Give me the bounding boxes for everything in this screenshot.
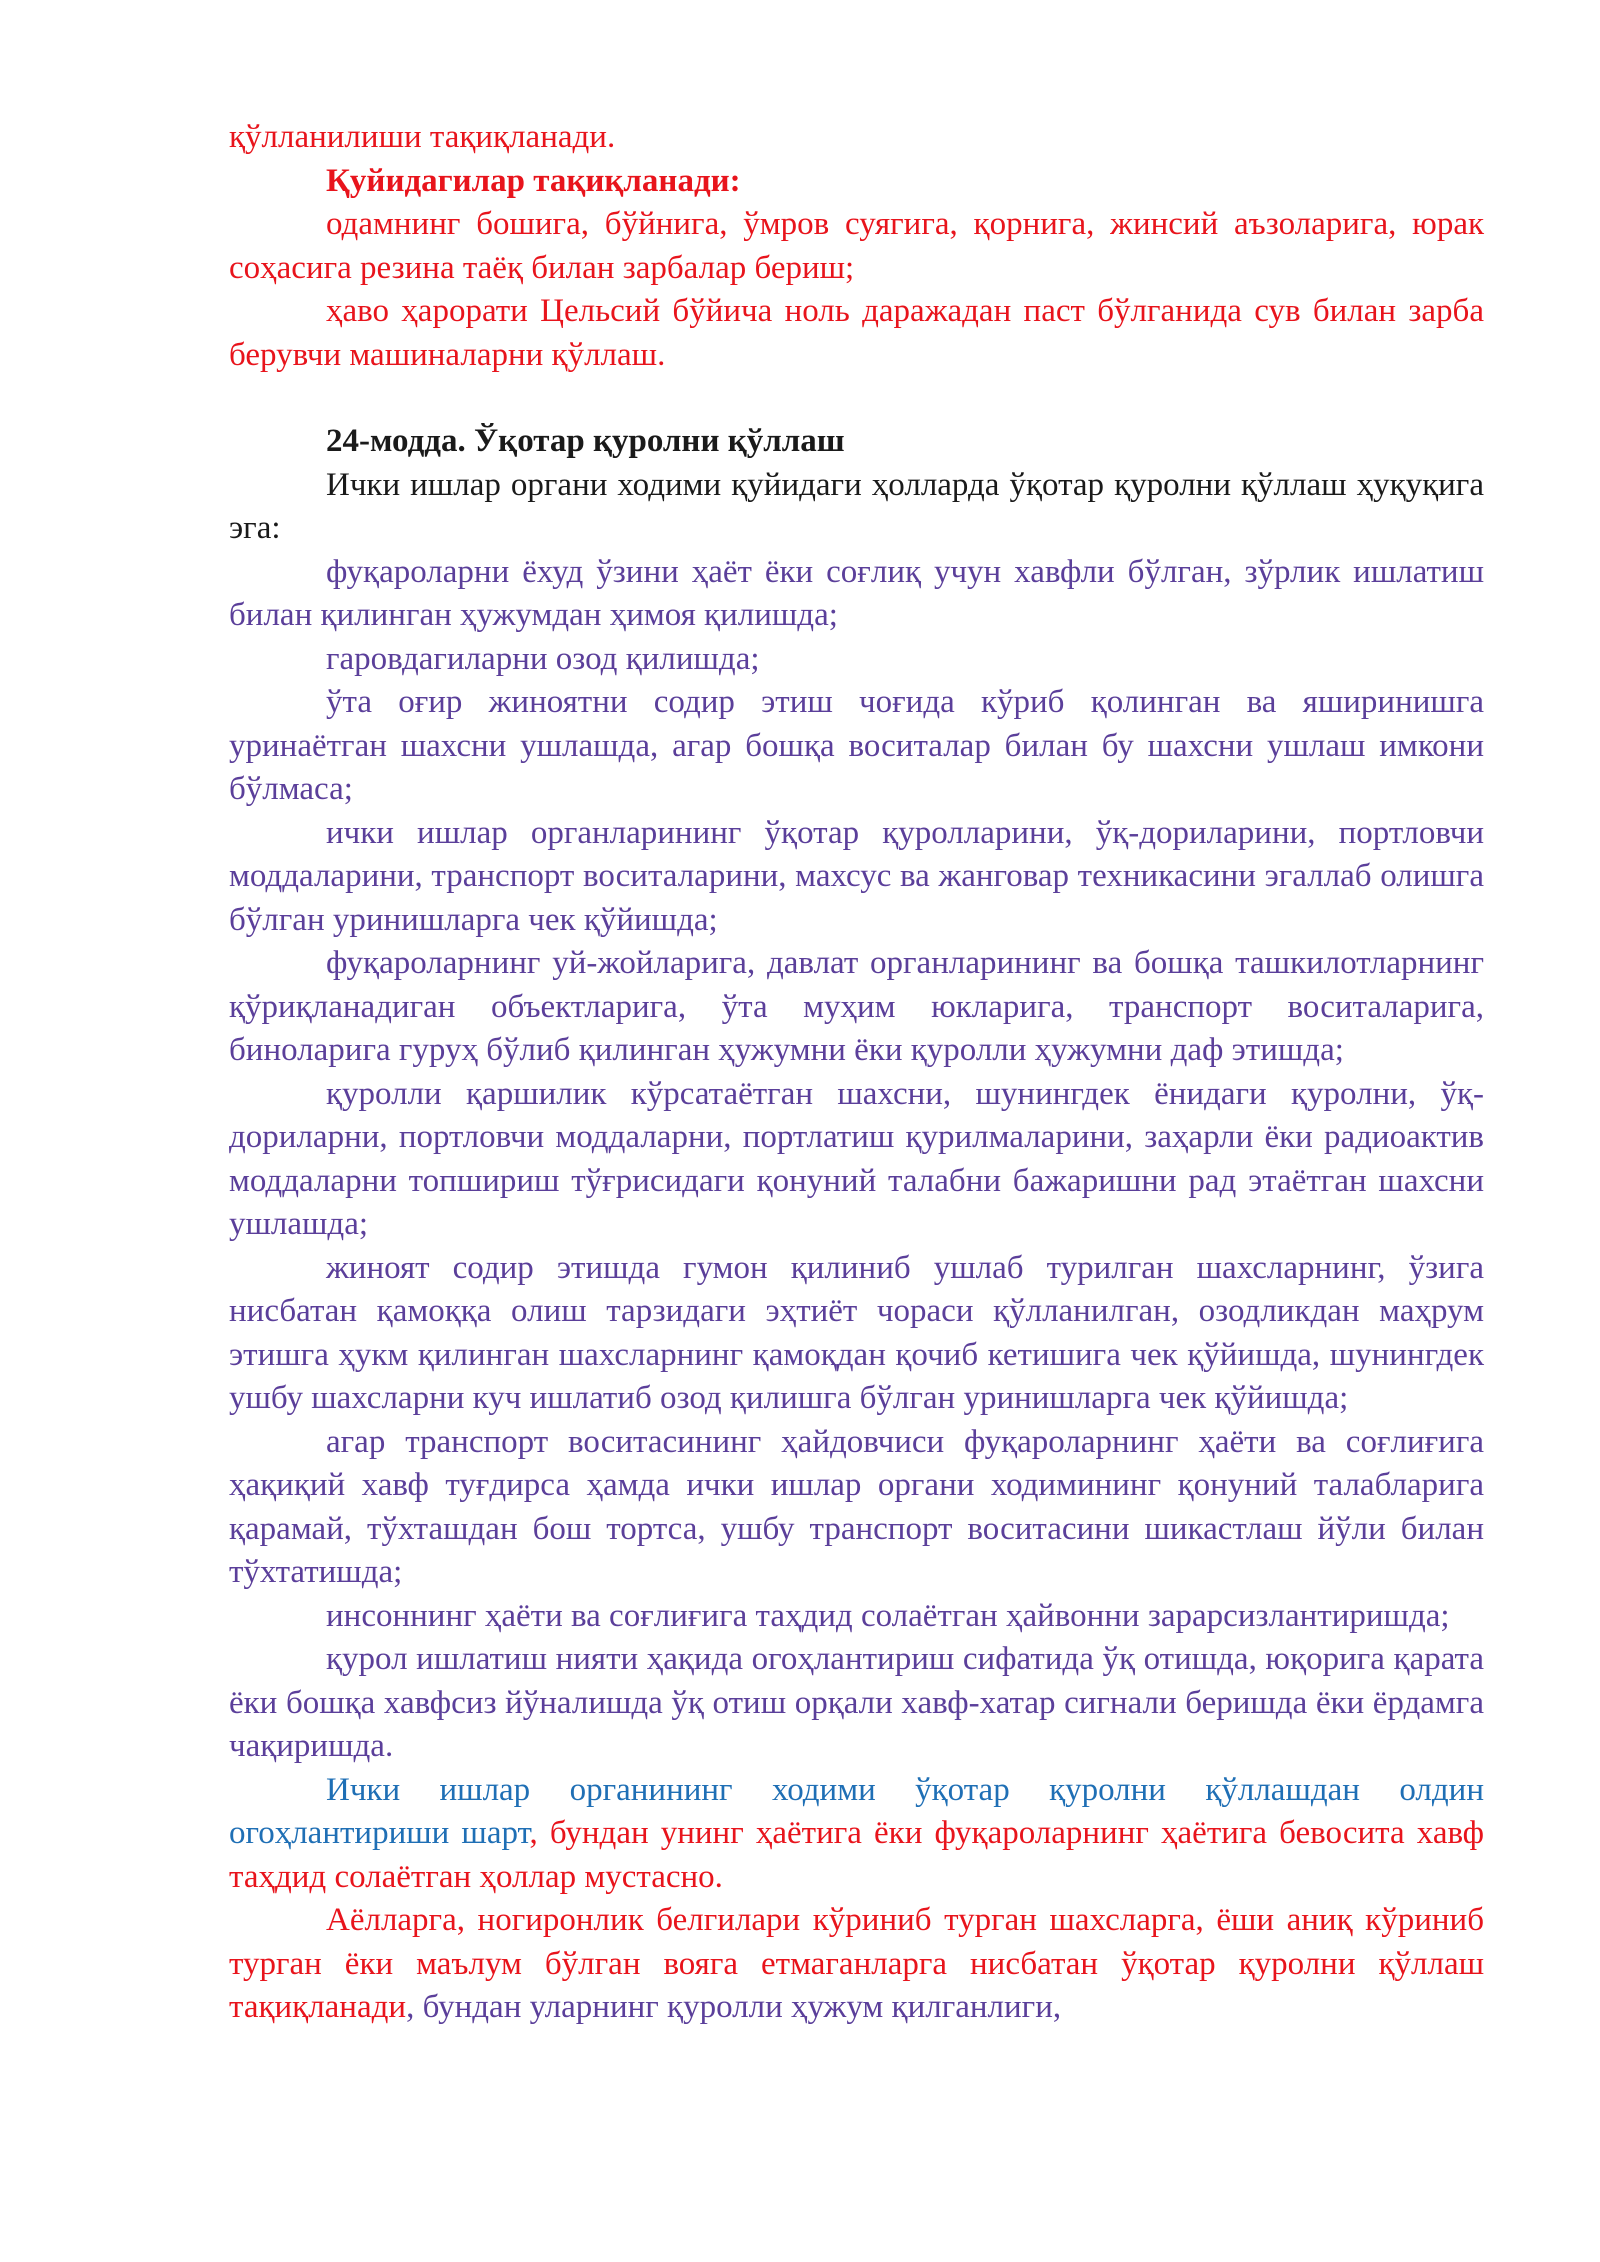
prohibited-list-heading: Қуйидагилар тақиқланади:: [326, 162, 741, 199]
paragraph-continuation: қўлланилиши тақиқланади.: [229, 119, 616, 155]
list-item-defense: фуқароларни ёхуд ўзини ҳаёт ёки соғлиқ учун хавфли бўлган, зўрлик ишлатиш билан қилинган ҳужумдан ҳимоя қилишда;: [229, 553, 1484, 633]
restriction-paragraph: [229, 1899, 1484, 2030]
warning-paragraph: [229, 1769, 1484, 1900]
prohibited-item-baton: одамнинг бошига, бўйнига, ўмров суягига, қорнига, жинсий аъзоларига, юрак соҳасига резина таёқ билан зарбалар бериш;: [229, 206, 1484, 286]
list-item-hostages: гаровдагиларни озод қилишда;: [326, 640, 760, 677]
list-item-weapons-seizure: ички ишлар органларининг ўқотар қуролларини, ўқ-дориларини, портловчи моддаларини, транспорт воситаларини, махсус ва жанговар техникасини эгаллаб олишга бўлган уринишларга чек қўйишда;: [229, 814, 1484, 938]
warning-requirement-text: Ички ишлар органининг ходими ўқотар қуролни қўллашдан олдин огоҳлантириши шарт: [229, 1771, 1484, 1851]
article-heading: 24-модда. Ўқотар қуролни қўллаш: [326, 423, 845, 459]
restriction-text: Аёлларга, ногиронлик белгилари кўриниб турган шахсларга, ёши аниқ кўриниб турган ёки маълум бўлган вояга етмаганларга нисбатан ўқотар қуролни қўллаш тақиқланади: [229, 1902, 1484, 2025]
article-intro: Ички ишлар органи ходими қуйидаги ҳолларда ўқотар қуролни қўллаш ҳуқуқига эга:: [229, 466, 1484, 546]
list-item-vehicle: агар транспорт воситасининг ҳайдовчиси фуқароларнинг ҳаёти ва соғлиғига ҳақиқий хавф туғдирса ҳамда ички ишлар органи ходимининг қонуний талабларига қарамай, тўхташдан бош тортса, ушбу транспорт воситасини шикастлаш йўли билан тўхтатишда;: [229, 1423, 1484, 1590]
warning-exception-text: , бундан унинг ҳаётига ёки фуқароларнинг ҳаётига бевосита хавф таҳдид солаётган ҳоллар мустасно.: [229, 1815, 1484, 1895]
list-item-apprehension: ўта оғир жиноятни содир этиш чоғида кўриб қолинган ва яширинишга уринаётган шахсни ушлашда, агар бошқа воситалар билан бу шахсни ушлаш имкони бўлмаса;: [229, 684, 1484, 807]
list-item-group-attack: фуқароларнинг уй-жойларига, давлат органларининг ва бошқа ташкилотларнинг қўриқланадиган объектларига, ўта муҳим юкларига, транспорт воситаларига, биноларига гуруҳ бўлиб қилинган ҳужумни ёки қуролли ҳужумни даф этишда;: [229, 945, 1484, 1068]
restriction-exception-text: , бундан уларнинг қуролли ҳужум қилганлиги,: [406, 1989, 1062, 2025]
prohibited-item-water-cannon: ҳаво ҳарорати Цельсий бўйича ноль даражадан паст бўлганида сув билан зарба берувчи машиналарни қўллаш.: [229, 293, 1484, 373]
list-item-animal: инсоннинг ҳаёти ва соғлиғига таҳдид солаётган ҳайвонни зарарсизлантиришда;: [326, 1597, 1450, 1634]
document-page: [229, 116, 1484, 2030]
section-spacer: [229, 377, 1484, 420]
list-item-warning-shot: қурол ишлатиш нияти ҳақида огоҳлантириш сифатида ўқ отишда, юқорига қарата ёки бошқа хавфсиз йўналишда ўқ отиш орқали хавф-хатар сигнали беришда ёки ёрдамга чақиришда.: [229, 1641, 1484, 1764]
list-item-escape: жиноят содир этишда гумон қилиниб ушлаб турилган шахсларнинг, ўзига нисбатан қамоққа олиш тарзидаги эҳтиёт чораси қўлланилган, озодликдан маҳрум этишга ҳукм қилинган шахсларнинг қамоқдан қочиб кетишига чек қўйишда, шунингдек ушбу шахсларни куч ишлатиб озод қилишга бўлган уринишларга чек қўйишда;: [229, 1249, 1484, 1416]
list-item-armed-resistance: қуролли қаршилик кўрсатаётган шахсни, шунингдек ёнидаги қуролни, ўқ-дориларни, портловчи моддаларни, портлатиш қурилмаларини, заҳарли ёки радиоактив моддаларни топшириш тўғрисидаги қонуний талабни бажаришни рад этаётган шахсни ушлашда;: [229, 1075, 1484, 1242]
